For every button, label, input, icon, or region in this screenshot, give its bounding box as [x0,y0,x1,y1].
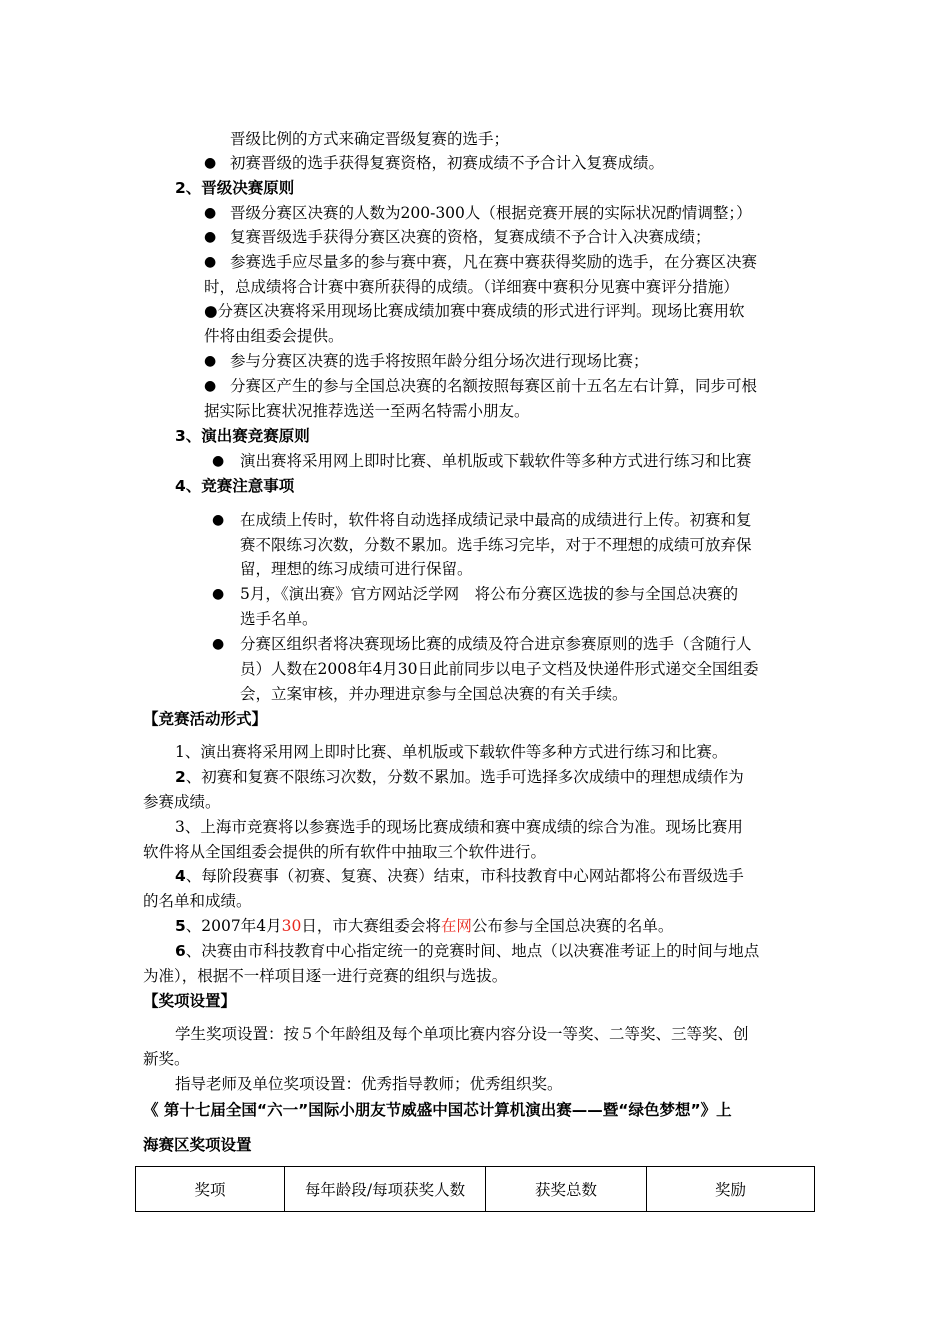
bullet-icon: ● [212,586,225,602]
bullet-text: 分赛区产生的参与全国总决赛的名额按照每赛区前十五名左右计算，同步可根 [230,377,758,395]
bullet-text: ●分赛区决赛将采用现场比赛成绩加赛中赛成绩的形式进行评判。现场比赛用软 [204,302,745,320]
bullet-text: 选手名单。 [240,610,318,628]
bullet-text: 据实际比赛状况推荐选送一至两名特需小朋友。 [204,402,530,420]
bullet-icon: ● [204,205,217,221]
paragraph-line: 参赛成绩。 [143,793,221,811]
bullet-text: 件将由组委会提供。 [204,327,344,345]
table-title: 《 第十七届全国“六一”国际小朋友节威盛中国芯计算机演出赛——暨“绿色梦想”》上 [143,1101,732,1119]
paragraph-text: 、2007年4月 [185,917,282,935]
bullet-text: 员）人数在2008年4月30日此前同步以电子文档及快递件形式递交全国组委 [240,660,759,678]
bullet-text: 演出赛将采用网上即时比赛、单机版或下载软件等多种方式进行练习和比赛 [240,452,752,470]
bullet-icon: ● [204,155,217,171]
bullet-text: 初赛晋级的选手获得复赛资格，初赛成绩不予合计入复赛成绩。 [230,154,665,172]
section-heading: 3、演出赛竞赛原则 [175,427,310,445]
paragraph-line: 指导老师及单位奖项设置：优秀指导教师；优秀组织奖。 [175,1075,563,1093]
bullet-text: 分赛区组织者将决赛现场比赛的成绩及符合进京参赛原则的选手（含随行人 [240,635,752,653]
paragraph-text: 、每阶段赛事（初赛、复赛、决赛）结束，市科技教育中心网站都将公布晋级选手 [185,867,744,885]
paragraph-line [175,765,744,789]
highlight-text: 在网 [440,917,472,935]
bullet-text: 复赛晋级选手获得分赛区决赛的资格，复赛成绩不予合计入决赛成绩； [230,228,711,246]
paragraph-text: 、初赛和复赛不限练习次数，分数不累加。选手可选择多次成绩中的理想成绩作为 [185,768,744,786]
bullet-text: 参赛选手应尽量多的参与赛中赛，凡在赛中赛获得奖励的选手，在分赛区决赛 [230,253,758,271]
paragraph-line: 1、演出赛将采用网上即时比赛、单机版或下载软件等多种方式进行练习和比赛。 [175,743,728,761]
section-heading: 【奖项设置】 [143,992,237,1010]
bullet-text: 参与分赛区决赛的选手将按照年龄分组分场次进行现场比赛； [230,352,649,370]
paragraph-line [175,864,744,888]
paragraph-number: 2 [175,768,186,786]
bullet-text: 5月，《演出赛》官方网站泛学网 将公布分赛区选拔的参与全国总决赛的 [240,585,739,603]
bullet-text: 在成绩上传时，软件将自动选择成绩记录中最高的成绩进行上传。初赛和复 [240,511,752,529]
paragraph-line [175,914,673,938]
section-heading: 4、竞赛注意事项 [175,477,295,495]
paragraph-line: 软件将从全国组委会提供的所有软件中抽取三个软件进行。 [143,843,547,861]
bullet-icon: ● [204,254,217,270]
table-header-cell: 每年龄段/每项获奖人数 [285,1167,486,1212]
paragraph-line: 3、上海市竞赛将以参赛选手的现场比赛成绩和赛中赛成绩的综合为准。现场比赛用 [175,818,743,836]
paragraph-text: 、决赛由市科技教育中心指定统一的竞赛时间、地点（以决赛准考证上的时间与地点 [185,942,760,960]
bullet-icon: ● [212,636,225,652]
paragraph-line [175,939,759,963]
table-header-row [136,1167,815,1212]
highlight-text: 30 [281,917,302,935]
paragraph-line: 新奖。 [143,1050,190,1068]
paragraph-line: 的名单和成绩。 [143,892,252,910]
bullet-text: 留，理想的练习成绩可进行保留。 [240,560,473,578]
section-heading: 【竞赛活动形式】 [143,710,268,728]
bullet-text: 时，总成绩将合计赛中赛所获得的成绩。（详细赛中赛积分见赛中赛评分措施） [204,278,739,296]
bullet-text: 晋级分赛区决赛的人数为200-300人（根据竞赛开展的实际状况酌情调整；） [230,204,752,222]
paragraph-number: 4 [175,867,186,885]
paragraph-text: 日，市大赛组委会将 [301,917,441,935]
awards-table [135,1166,815,1212]
paragraph-number: 5 [175,917,186,935]
bullet-icon: ● [204,229,217,245]
bullet-icon: ● [212,453,225,469]
bullet-text: 赛不限练习次数，分数不累加。选手练习完毕，对于不理想的成绩可放弃保 [240,536,752,554]
paragraph-text: 公布参与全国总决赛的名单。 [471,917,674,935]
table-header-cell: 奖励 [647,1167,815,1212]
paragraph-line: 为准），根据不一样项目逐一进行竞赛的组织与选拔。 [143,967,508,985]
bullet-icon: ● [212,512,225,528]
bullet-text: 会，立案审核，并办理进京参与全国总决赛的有关手续。 [240,685,628,703]
paragraph-number: 6 [175,942,186,960]
table-header-cell: 奖项 [136,1167,285,1212]
bullet-icon: ● [204,378,217,394]
table-header-cell: 获奖总数 [486,1167,647,1212]
paragraph-line: 学生奖项设置：按５个年龄组及每个单项比赛内容分设一等奖、二等奖、三等奖、创 [175,1025,749,1043]
table-title: 海赛区奖项设置 [143,1136,252,1154]
section-heading: 2、晋级决赛原则 [175,179,295,197]
text-line: 晋级比例的方式来确定晋级复赛的选手； [230,130,510,148]
bullet-icon: ● [204,353,217,369]
